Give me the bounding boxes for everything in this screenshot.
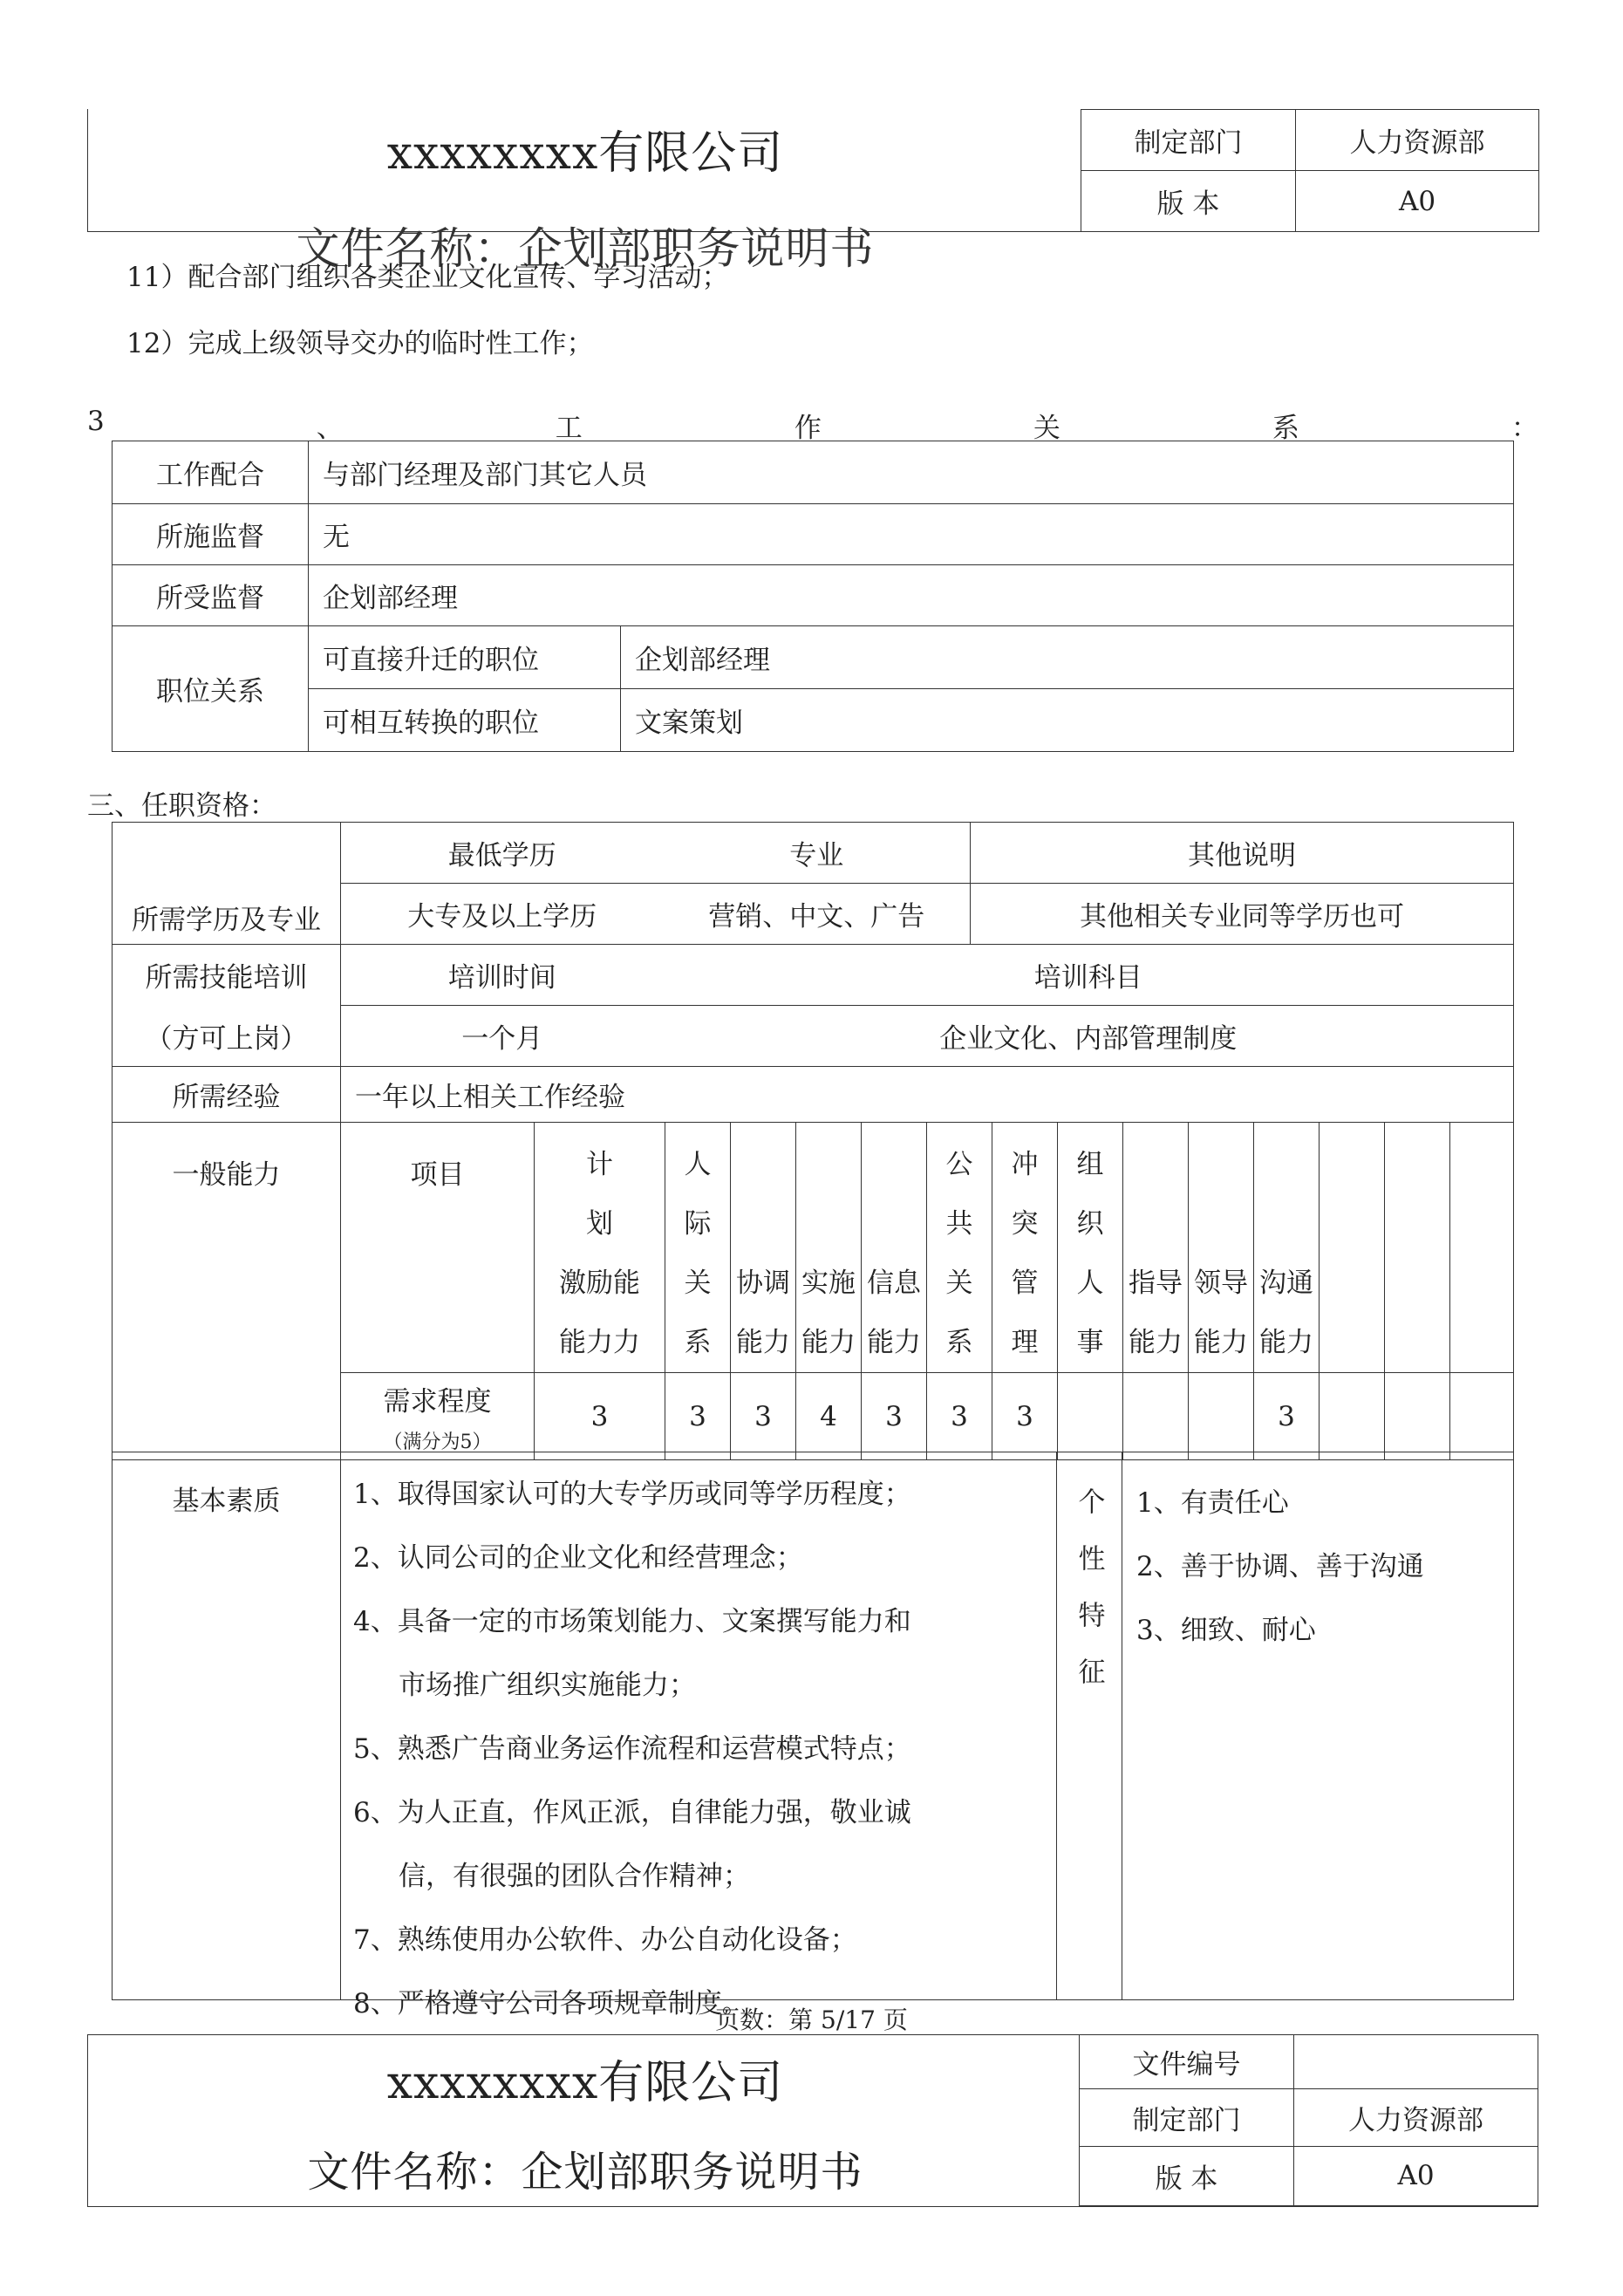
heading-char: 作 <box>794 413 822 444</box>
meta-value: 人力资源部 <box>1294 2088 1538 2146</box>
meta-value: 人力资源部 <box>1296 110 1539 171</box>
heading-char: 工 <box>555 413 583 444</box>
ability-name-line <box>1254 1135 1319 1194</box>
ability-name-line: 公 <box>945 1149 973 1180</box>
top-header <box>87 109 1539 274</box>
row-value: 与部门经理及部门其它人员 <box>309 441 1514 504</box>
training-label: 所需技能培训 <box>113 945 341 1006</box>
meta-value: A0 <box>1294 2146 1538 2205</box>
education-major-header: 专业 <box>664 823 971 884</box>
ability-name-line: 系 <box>945 1327 973 1358</box>
ability-name-cell <box>535 1123 665 1373</box>
ability-score <box>1058 1373 1123 1460</box>
ability-name-line <box>1385 1194 1449 1254</box>
ability-score <box>1189 1373 1254 1460</box>
ability-name-line <box>1254 1194 1319 1254</box>
meta-label: 制定部门 <box>1081 110 1296 171</box>
row-label: 工作配合 <box>113 441 309 504</box>
ability-name-line <box>1450 1254 1513 1313</box>
ability-name-line: 组 <box>1076 1149 1104 1180</box>
ability-name-line: 协调 <box>736 1268 790 1299</box>
position-relation-label: 职位关系 <box>113 626 309 752</box>
training-note: （方可上岗） <box>113 1006 341 1067</box>
heading-char: 关 <box>1033 413 1060 444</box>
heading-char: 系 <box>1272 413 1299 444</box>
document-title: 文件名称：企划部职务说明书 <box>307 2148 863 2197</box>
ability-item-label: 项目 <box>341 1123 535 1373</box>
basic-quality-line: 7、熟练使用办公软件、办公自动化设备； <box>353 1924 857 1956</box>
position-value: 企划部经理 <box>621 626 1514 689</box>
ability-score: 3 <box>1254 1373 1320 1460</box>
ability-name-line: 沟通 <box>1259 1268 1313 1299</box>
ability-name-line <box>1320 1194 1384 1254</box>
ability-name-line: 能力 <box>801 1327 856 1358</box>
ability-name-cell <box>927 1123 992 1373</box>
heading-char: 、 <box>316 413 344 444</box>
ability-name-line <box>796 1135 861 1194</box>
basic-quality-line: 8、严格遵守公司各项规章制度。 <box>353 1988 749 2019</box>
personality-item: 3、细致、耐心 <box>1136 1615 1316 1646</box>
basic-quality-line: 信，有很强的团队合作精神； <box>399 1861 750 1892</box>
position-value: 文案策划 <box>621 689 1514 752</box>
ability-name-line: 织 <box>1076 1208 1104 1240</box>
education-degree-header: 最低学历 <box>341 823 664 884</box>
work-relation-heading <box>87 406 1538 445</box>
ability-name-line: 激励能 <box>559 1268 640 1299</box>
ability-name-line <box>1320 1135 1384 1194</box>
personality-item: 2、善于协调、善于沟通 <box>1136 1551 1424 1582</box>
ability-name-cell <box>1254 1123 1320 1373</box>
ability-score: 3 <box>992 1373 1058 1460</box>
bottom-header <box>87 2034 1538 2207</box>
basic-qualities-table <box>112 1452 1514 2019</box>
ability-name-line: 关 <box>684 1268 712 1299</box>
ability-name-line <box>1385 1254 1449 1313</box>
ability-score: 3 <box>862 1373 927 1460</box>
ability-name-line: 突 <box>1011 1208 1039 1240</box>
document-title-cut: 文件名称：企划部职务说明书 <box>296 223 875 274</box>
ability-name-cell <box>1385 1123 1450 1373</box>
ability-name-line: 能力 <box>1129 1327 1183 1358</box>
company-name: xxxxxxxx有限公司 <box>386 2057 784 2109</box>
ability-score: 3 <box>927 1373 992 1460</box>
ability-name-line: 人 <box>684 1149 712 1180</box>
basic-quality-line: 2、认同公司的企业文化和经营理念； <box>353 1542 803 1574</box>
personality-label: 个性特征 <box>1073 1487 1105 1714</box>
ability-name-line: 系 <box>684 1327 712 1358</box>
ability-score: 4 <box>796 1373 862 1460</box>
position-key: 可直接升迁的职位 <box>309 626 621 689</box>
ability-name-line: 信息 <box>867 1268 921 1299</box>
training-subject: 企业文化、内部管理制度 <box>664 1006 1514 1067</box>
ability-name-cell <box>796 1123 862 1373</box>
ability-name-line: 人 <box>1076 1268 1104 1299</box>
training-time-header: 培训时间 <box>341 945 664 1006</box>
basic-quality-line: 5、熟悉广告商业务运作流程和运营模式特点； <box>353 1733 911 1765</box>
ability-name-line: 关 <box>945 1268 973 1299</box>
ability-name-cell <box>992 1123 1058 1373</box>
ability-name-line <box>862 1194 926 1254</box>
ability-name-line <box>1385 1135 1449 1194</box>
row-label: 所施监督 <box>113 504 309 565</box>
ability-score: 3 <box>731 1373 796 1460</box>
ability-name-line <box>1123 1135 1188 1194</box>
row-value: 无 <box>309 504 1514 565</box>
training-subject-header: 培训科目 <box>664 945 1514 1006</box>
ability-name-line: 能力 <box>1194 1327 1248 1358</box>
ability-name-line <box>1320 1254 1384 1313</box>
education-other-header: 其他说明 <box>971 823 1514 884</box>
ability-name-cell <box>1058 1123 1123 1373</box>
qualification-heading: 三、任职资格： <box>87 790 276 822</box>
personality-label-cell <box>1057 1452 1122 2000</box>
heading-char: ： <box>1510 413 1538 444</box>
ability-name-line: 能力 <box>867 1327 921 1358</box>
personality-item: 1、有责任心 <box>1136 1487 1289 1519</box>
company-name: xxxxxxxx有限公司 <box>386 127 784 180</box>
ability-name-line: 共 <box>945 1208 973 1240</box>
meta-label: 制定部门 <box>1080 2088 1294 2146</box>
ability-name-line: 理 <box>1011 1327 1039 1358</box>
ability-name-line: 实施 <box>801 1268 856 1299</box>
position-key: 可相互转换的职位 <box>309 689 621 752</box>
requirement-note: （满分为5） <box>383 1431 492 1453</box>
education-major: 营销、中文、广告 <box>664 884 971 945</box>
meta-value <box>1294 2034 1538 2088</box>
ability-name-line <box>731 1194 795 1254</box>
ability-score <box>1450 1373 1514 1460</box>
basic-qualities-label: 基本素质 <box>113 1452 341 2000</box>
meta-label: 文件编号 <box>1080 2034 1294 2088</box>
ability-name-line <box>1189 1135 1253 1194</box>
basic-quality-line: 市场推广组织实施能力； <box>399 1670 696 1701</box>
ability-score: 3 <box>665 1373 731 1460</box>
ability-name-line <box>1123 1194 1188 1254</box>
bottom-header-meta <box>1079 2034 1538 2206</box>
ability-name-line: 能力 <box>736 1327 790 1358</box>
basic-quality-line: 6、为人正直，作风正派，自律能力强，敬业诚 <box>353 1797 911 1828</box>
meta-label: 版 本 <box>1080 2146 1294 2205</box>
ability-name-cell <box>862 1123 927 1373</box>
ability-name-line <box>796 1194 861 1254</box>
row-label: 所受监督 <box>113 565 309 626</box>
ability-score <box>1123 1373 1189 1460</box>
ability-label: 一般能力 <box>113 1123 341 1460</box>
basic-quality-line: 1、取得国家认可的大专学历或同等学历程度； <box>353 1479 911 1510</box>
ability-name-line: 际 <box>684 1208 712 1240</box>
duty-item: 12）完成上级领导交办的临时性工作； <box>126 328 594 359</box>
ability-name-line: 能力力 <box>559 1327 640 1358</box>
ability-name-cell <box>1189 1123 1254 1373</box>
ability-name-line <box>731 1135 795 1194</box>
ability-table <box>112 1122 1514 1460</box>
ability-name-cell <box>665 1123 731 1373</box>
duty-item: 11）配合部门组织各类企业文化宣传、学习活动； <box>126 262 729 293</box>
ability-name-line: 计 <box>586 1149 613 1180</box>
basic-qualities-content <box>341 1452 1057 2019</box>
ability-name-line <box>862 1135 926 1194</box>
requirement-label: 需求程度 <box>383 1385 492 1418</box>
ability-name-cell <box>1320 1123 1385 1373</box>
ability-name-line <box>1189 1194 1253 1254</box>
ability-name-line: 领导 <box>1194 1268 1248 1299</box>
ability-name-line: 划 <box>586 1208 613 1240</box>
ability-name-line <box>1450 1313 1513 1372</box>
ability-name-cell <box>1450 1123 1514 1373</box>
ability-name-cell <box>731 1123 796 1373</box>
ability-name-cell <box>1123 1123 1189 1373</box>
ability-name-line: 指导 <box>1129 1268 1183 1299</box>
basic-quality-line: 4、具备一定的市场策划能力、文案撰写能力和 <box>353 1606 911 1637</box>
ability-name-line <box>1450 1135 1513 1194</box>
row-value: 企划部经理 <box>309 565 1514 626</box>
meta-label: 版 本 <box>1081 171 1296 232</box>
ability-name-line: 冲 <box>1011 1149 1039 1180</box>
ability-name-line <box>1385 1313 1449 1372</box>
ability-score: 3 <box>535 1373 665 1460</box>
education-label: 所需学历及专业 <box>113 823 341 945</box>
ability-name-line: 能力 <box>1259 1327 1313 1358</box>
meta-value: A0 <box>1296 171 1539 232</box>
ability-score <box>1385 1373 1450 1460</box>
requirement-cell <box>341 1373 535 1460</box>
training-time: 一个月 <box>341 1006 664 1067</box>
personality-content <box>1122 1452 1514 2000</box>
ability-score <box>1320 1373 1385 1460</box>
ability-name-line <box>1320 1313 1384 1372</box>
education-degree: 大专及以上学历 <box>341 884 664 945</box>
ability-name-line: 管 <box>1011 1268 1039 1299</box>
experience-label: 所需经验 <box>113 1067 341 1123</box>
ability-name-line: 事 <box>1076 1327 1104 1358</box>
experience-value: 一年以上相关工作经验 <box>341 1067 1514 1123</box>
education-other: 其他相关专业同等学历也可 <box>971 884 1514 945</box>
page-number: 页数：第 5/17 页 <box>715 2006 908 2034</box>
qualification-table <box>112 822 1514 1123</box>
ability-name-line <box>1450 1194 1513 1254</box>
work-relation-table <box>112 441 1514 752</box>
top-header-meta <box>1081 109 1539 232</box>
heading-char: 3 <box>87 406 105 437</box>
